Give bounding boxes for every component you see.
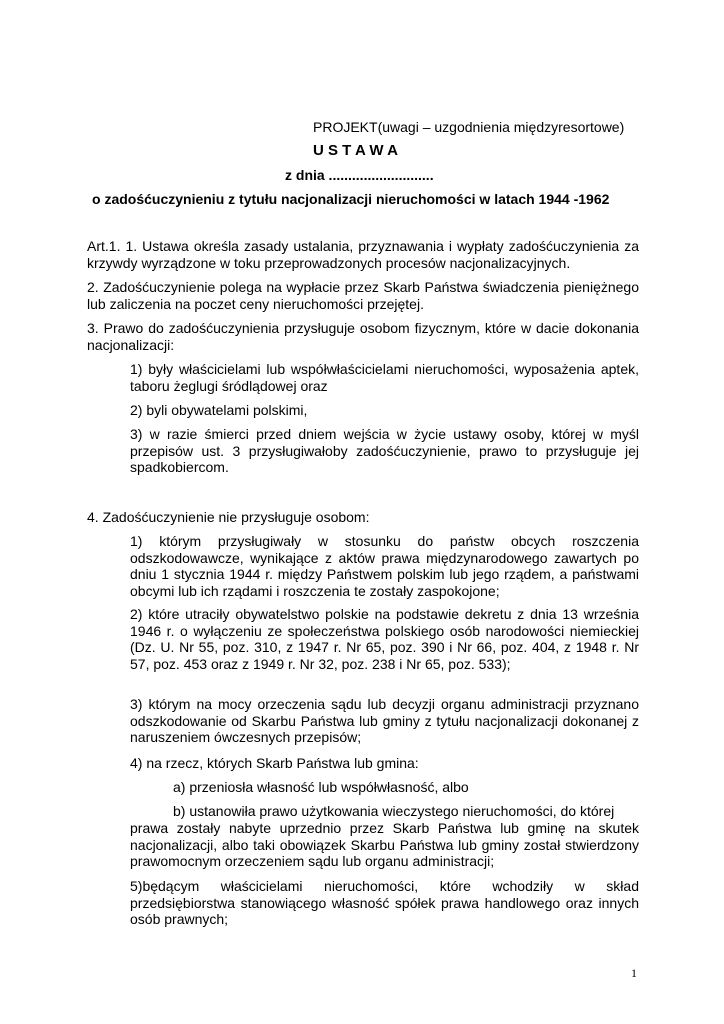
art1-par3: 3. Prawo do zadośćuczynienia przysługuje osobom fizycznym, które w dacie dokonania nacjonalizacji: (87, 320, 639, 353)
art1-par3-point1: 1) były właścicielami lub współwłaścicielami nieruchomości, wyposażenia aptek, taboru żeglugi śródlądowej oraz (130, 361, 639, 394)
art1-par4-point5: 5)będącym właścicielami nieruchomości, które wchodziły w skład przedsiębiorstwa stanowiącego własność spółek prawa handlowego oraz innych osób prawnych; (130, 878, 639, 928)
art1-par3-point3: 3) w razie śmierci przed dniem wejścia w życie ustawy osoby, której w myśl przepisów ust. 3 przysługiwałoby zadośćuczynienie, prawo to przysługuje jej spadkobiercom. (130, 426, 639, 476)
art1-par2: 2. Zadośćuczynienie polega na wypłacie przez Skarb Państwa świadczenia pieniężnego lub zaliczenia na poczet ceny nieruchomości przejętej. (87, 279, 639, 312)
art1-par4-point2: 2) które utraciły obywatelstwo polskie na podstawie dekretu z dnia 13 września 1946 r. o wyłączeniu ze społeczeństwa polskiego osób narodowości niemieckiej (Dz. U. Nr 55, poz. 310, z 1947 r. Nr 65, poz. 390 i Nr 66, poz. 404, z 1948 r. Nr 57, poz. 453 oraz z 1949 r. Nr 32, poz. 238 i Nr 65, poz. 533); (130, 606, 639, 673)
date-line: z dnia ........................... (285, 167, 434, 183)
draft-note: PROJEKT(uwagi – uzgodnienia międzyresortowe) (313, 119, 625, 135)
art1-par4-point1: 1) którym przysługiwały w stosunku do państw obcych roszczenia odszkodowawcze, wynikające z aktów prawa międzynarodowego zawartych po dniu 1 stycznia 1944 r. między Państwem polskim lub jego rządem, a państwami obcymi lub ich rządami i roszczenia te zostały zaspokojone; (130, 533, 639, 600)
art1-par4-point4: 4) na rzecz, których Skarb Państwa lub gmina: (130, 755, 419, 771)
art1-par4-point4-b-rest: prawa zostały nabyte uprzednio przez Skarb Państwa lub gminę na skutek nacjonalizacji, albo taki obowiązek Skarbu Państwa lub gminy został stwierdzony prawomocnym orzeczeniem sądu lub organu administracji; (130, 820, 639, 870)
art1-par4-point4-a: a) przeniosła własność lub współwłasność, albo (173, 779, 469, 795)
act-heading: U S T A W A (313, 142, 398, 159)
art1-par4-point4-b-first: b) ustanowiła prawo użytkowania wieczystego nieruchomości, do której (173, 803, 615, 819)
art1-par4-point3: 3) którym na mocy orzeczenia sądu lub decyzji organu administracji przyznano odszkodowanie od Skarbu Państwa lub gminy z tytułu nacjonalizacji dokonanej z naruszeniem ówczesnych przepisów; (130, 696, 639, 746)
act-title: o zadośćuczynieniu z tytułu nacjonalizacji nieruchomości w latach 1944 -1962 (92, 191, 610, 207)
art1-par4: 4. Zadośćuczynienie nie przysługuje osobom: (87, 509, 370, 525)
art1-par3-point2: 2) byli obywatelami polskimi, (130, 402, 308, 418)
art1-par1: Art.1. 1. Ustawa określa zasady ustalania, przyznawania i wypłaty zadośćuczynienia za krzywdy wyrządzone w toku przeprowadzonych procesów nacjonalizacyjnych. (87, 238, 639, 271)
page-number: 1 (631, 966, 637, 980)
